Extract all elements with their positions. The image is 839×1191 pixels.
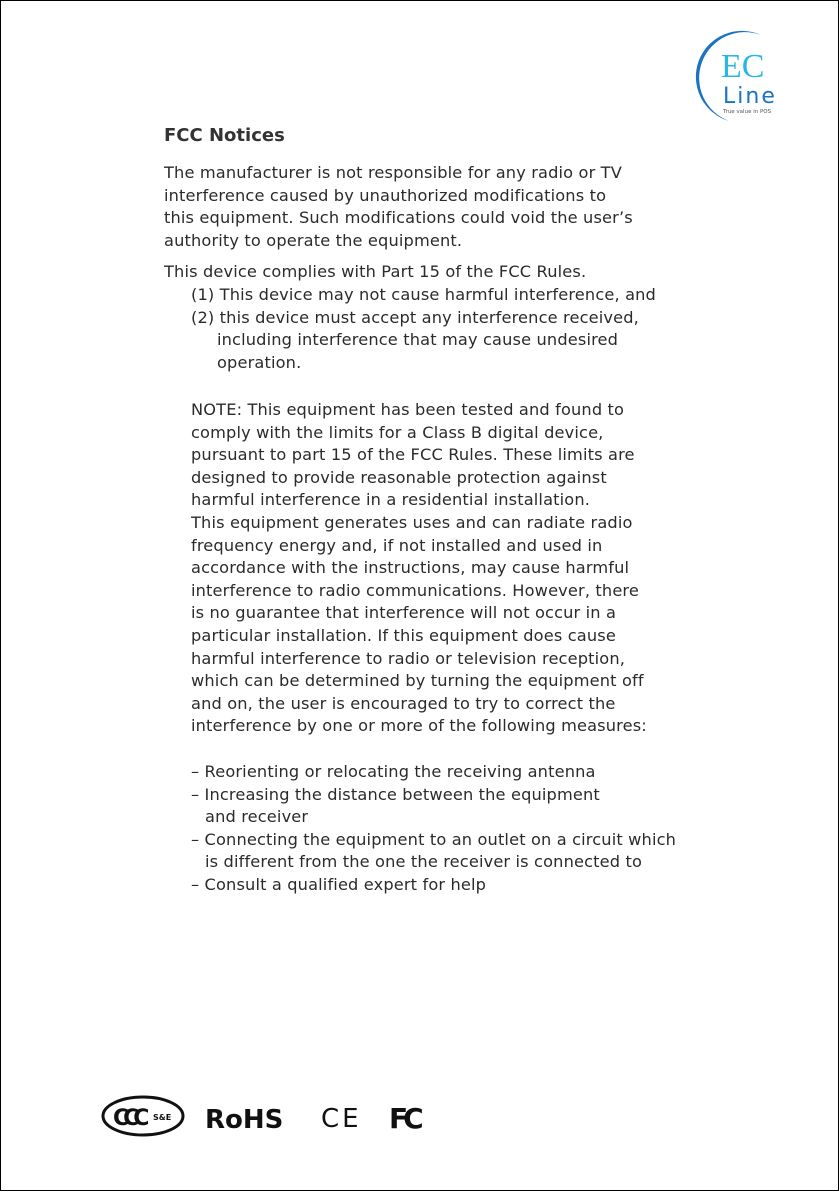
svg-text:CCC: CCC — [113, 1106, 144, 1131]
measure-line: and receiver — [205, 807, 309, 827]
svg-text:True value in POS: True value in POS — [723, 109, 772, 115]
intro-line: interference caused by unauthorized modifications to — [164, 185, 607, 205]
condition-line: including interference that may cause undesired — [217, 330, 619, 350]
measure-line: – Connecting the equipment to an outlet on a circuit which — [191, 829, 677, 849]
note-line: NOTE: This equipment has been tested and found to — [191, 400, 625, 419]
ecline-logo — [691, 29, 791, 124]
svg-text:S&E: S&E — [153, 1113, 172, 1122]
ce-mark — [321, 1094, 371, 1138]
svg-text:Line: Line — [723, 84, 777, 109]
note-line: which can be determined by turning the equipment off — [191, 671, 644, 691]
note-line: designed to provide reasonable protection against — [191, 467, 607, 487]
compliance-line: This device complies with Part 15 of the FCC Rules. — [164, 262, 587, 281]
note-line: and on, the user is encouraged to try to correct the — [191, 693, 616, 713]
note-line: particular installation. If this equipment does cause — [191, 626, 616, 645]
note-line: comply with the limits for a Class B digital device, — [191, 422, 604, 442]
note-line: harmful interference in a residential installation. — [191, 490, 591, 510]
measure-line: – Increasing the distance between the equipment — [191, 784, 600, 804]
page-title: FCC Notices — [164, 125, 285, 146]
note-line: This equipment generates uses and can radiate radio — [191, 513, 633, 532]
intro-line: The manufacturer is not responsible for any radio or TV — [164, 163, 622, 182]
svg-text:CE: CE — [321, 1104, 362, 1134]
note-line: pursuant to part 15 of the FCC Rules. These limits are — [191, 445, 635, 465]
note-line: accordance with the instructions, may cause harmful — [191, 558, 630, 578]
measure-line: is different from the one the receiver is connected to — [205, 852, 643, 872]
intro-line: this equipment. Such modifications could void the user’s — [164, 208, 633, 228]
certification-logos — [101, 1094, 441, 1138]
note-line: interference by one or more of the following measures: — [191, 716, 647, 736]
note-line: harmful interference to radio or television reception, — [191, 648, 626, 668]
ccc-mark — [101, 1094, 185, 1138]
svg-text:RoHS: RoHS — [205, 1105, 284, 1135]
svg-text:FC: FC — [389, 1102, 419, 1135]
note-line: frequency energy and, if not installed and used in — [191, 535, 603, 555]
condition-line: operation. — [217, 352, 302, 372]
condition-line: (2) this device must accept any interference received, — [191, 307, 639, 327]
measure-line: – Consult a qualified expert for help — [191, 875, 487, 894]
condition-line: (1) This device may not cause harmful interference, and — [191, 285, 656, 304]
rohs-mark — [205, 1094, 305, 1138]
note-line: is no guarantee that interference will not occur in a — [191, 603, 617, 623]
measure-line: – Reorienting or relocating the receiving antenna — [191, 762, 596, 781]
intro-line: authority to operate the equipment. — [164, 230, 463, 250]
note-line: interference to radio communications. However, there — [191, 580, 639, 600]
svg-text:EC: EC — [721, 48, 765, 85]
fcc-mark — [389, 1094, 439, 1138]
